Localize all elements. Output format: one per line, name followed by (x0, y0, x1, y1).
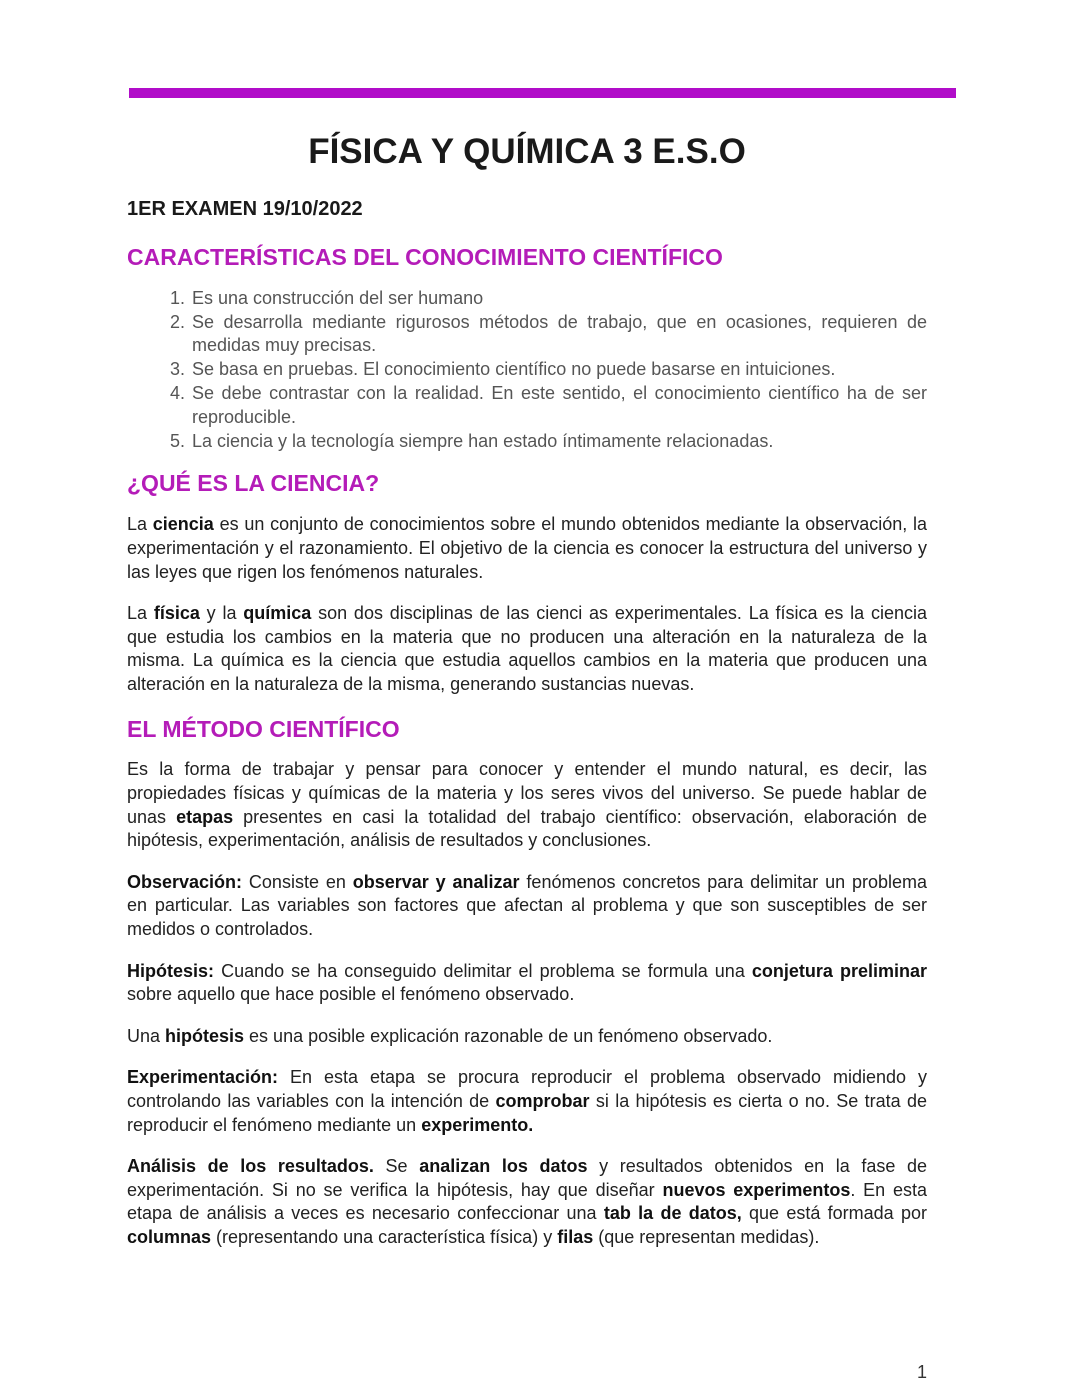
paragraph-hypothesis-definition: Una hipótesis es una posible explicación razonable de un fenómeno observado. (127, 1025, 773, 1046)
section-heading-characteristics: CARACTERÍSTICAS DEL CONOCIMIENTO CIENTÍFICO (127, 244, 723, 270)
list-item: 4. Se debe contrastar con la realidad. En este sentido, el conocimiento científico ha de ser reproducible. (190, 382, 927, 430)
list-item: 1. Es una construcción del ser humano (190, 287, 927, 311)
list-item: 5. La ciencia y la tecnología siempre han estado íntimamente relacionadas. (190, 430, 927, 454)
section-heading-science: ¿QUÉ ES LA CIENCIA? (127, 470, 380, 497)
list-item: 3. Se basa en pruebas. El conocimiento científico no puede basarse en intuiciones. (190, 358, 927, 382)
paragraph-hypothesis: Hipótesis: Cuando se ha conseguido delimitar el problema se formula una conjetura preliminar sobre aquello que hace posible el fenómeno observado. (127, 960, 927, 1005)
page-number: 1 (917, 1362, 928, 1382)
characteristics-list (127, 287, 927, 454)
paragraph-science-definition: La ciencia es un conjunto de conocimientos sobre el mundo obtenidos mediante la observación, la experimentación y el razonamiento. El objetivo de la ciencia es conocer la estructura del universo y las leyes que rigen los fenómenos naturales. (127, 514, 927, 582)
paragraph-physics-chemistry: La física y la química son dos disciplinas de las cienci as experimentales. La física es la ciencia que estudia los cambios en la materia que no producen una alteración en la naturaleza de la misma. La química es la ciencia que estudia aquellos cambios en la materia que producen una alteración en la naturaleza de la misma, generando sustancias nuevas. (127, 603, 927, 694)
paragraph-observation: Observación: Consiste en observar y analizar fenómenos concretos para delimitar un problema en particular. Las variables son factores que afectan al problema y que son susceptibles de ser medidos o controlados. (127, 871, 927, 939)
exam-date-heading: 1ER EXAMEN 19/10/2022 (127, 198, 363, 220)
paragraph-analysis: Análisis de los resultados. Se analizan los datos y resultados obtenidos en la fase de experimentación. Si no se verifica la hipótesis, hay que diseñar nuevos experimentos. En esta etapa de análisis a veces es necesario confeccionar una tab la de datos, que está formada por columnas (representando una característica física) y filas (que representan medidas). (127, 1156, 928, 1247)
list-item: 2. Se desarrolla mediante rigurosos métodos de trabajo, que en ocasiones, requieren de medidas muy precisas. (190, 311, 927, 359)
page-title: FÍSICA Y QUÍMICA 3 E.S.O (308, 132, 746, 171)
paragraph-method-intro: Es la forma de trabajar y pensar para conocer y entender el mundo natural, es decir, las propiedades físicas y químicas de la materia y los seres vivos del universo. Se puede hablar de unas etapas presentes en casi la totalidad del trabajo científico: observación, elaboración de hipótesis, experimentación, análisis de resultados y conclusiones. (127, 759, 927, 851)
section-heading-scientific-method: EL MÉTODO CIENTÍFICO (127, 715, 400, 742)
document-body (127, 132, 927, 1268)
paragraph-experimentation: Experimentación: En esta etapa se procura reproducir el problema observado midiendo y controlando las variables con la intención de comprobar si la hipótesis es cierta o no. Se trata de reproducir el fenómeno mediante un experimento. (127, 1067, 927, 1135)
top-accent-rule (129, 88, 956, 98)
